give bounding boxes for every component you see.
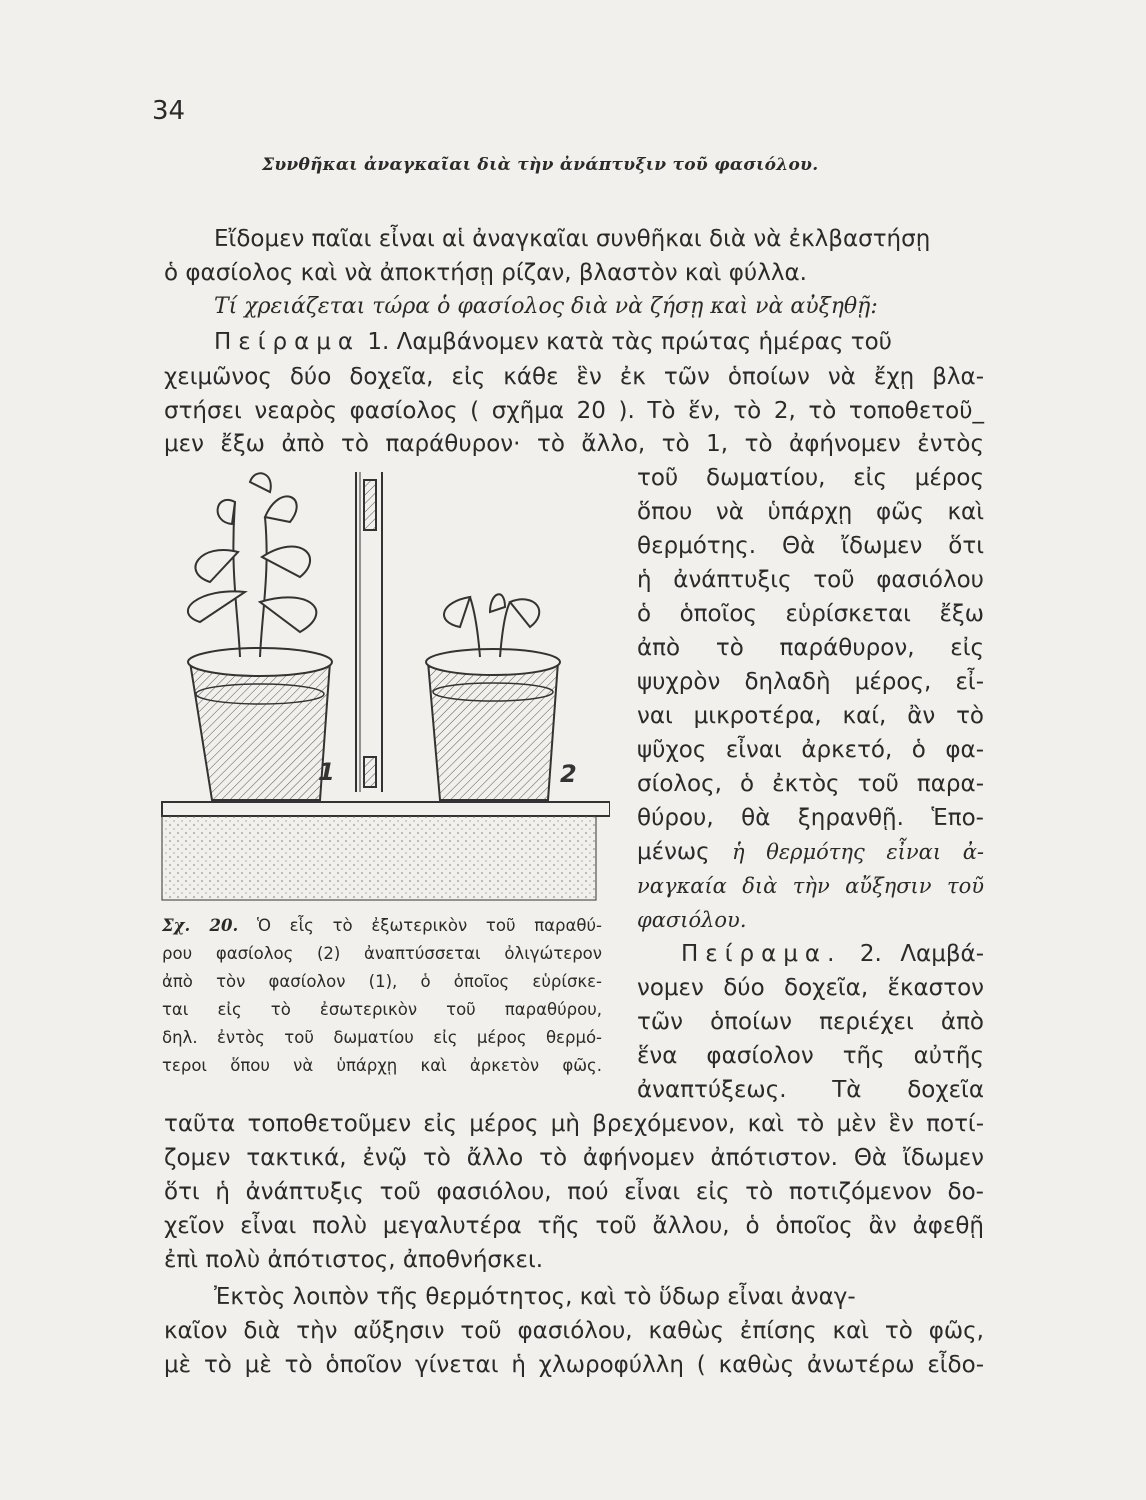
emphasis-line: φασιόλου. <box>637 908 747 932</box>
text-line: καῖον διὰ τὴν αὔξησιν τοῦ φασιόλου, καθὼς ἐπίσης καὶ τὸ φῶς, <box>164 1318 984 1344</box>
text-line: ταῦτα τοποθετοῦμεν εἰς μέρος μὴ βρεχόμενον, καὶ τὸ μὲν ἓν ποτί- <box>164 1111 984 1137</box>
figure-caption-line: τεροι ὅπου νὰ ὑπάρχῃ καὶ ἀρκετὸν φῶς. <box>162 1056 602 1075</box>
emphasis-line <box>637 835 984 869</box>
text-line: μὲ τὸ μὲ τὸ ὁποῖον γίνεται ἡ χλωροφύλλη ( καθὼς ἀνωτέρω εἶδο- <box>164 1352 984 1378</box>
page-number: 34 <box>152 96 186 126</box>
right-column-line: τῶν ὁποίων περιέχει ἀπὸ <box>637 1009 984 1035</box>
figure-caption-line: δηλ. ἐντὸς τοῦ δωματίου εἰς μέρος θερμό- <box>162 1028 602 1047</box>
plant-pots-illustration <box>160 462 610 902</box>
right-column-line: ἀπὸ τὸ παράθυρον, εἰς <box>637 635 984 661</box>
figure-caption-text: Ὁ εἷς τὸ ἐξωτερικὸν τοῦ παραθύ- <box>256 916 602 935</box>
right-column-line: ἕνα φασίολον τῆς αὐτῆς <box>637 1043 984 1069</box>
text-line: ἐπὶ πολὺ ἀπότιστος, ἀποθνήσκει. <box>164 1247 544 1273</box>
text-line: χεῖον εἶναι πολὺ μεγαλυτέρα τῆς τοῦ ἄλλου, ὁ ὁποῖος ἂν ἀφεθῇ <box>164 1213 984 1239</box>
window-frame <box>356 472 382 792</box>
experiment1-text: 1. Λαμβάνομεν κατὰ τὰς πρώτας ἡμέρας τοῦ <box>367 329 892 355</box>
plant-2 <box>444 594 539 657</box>
experiment2-text: 2. Λαμβά- <box>859 941 984 967</box>
text-line: ὁ φασίολος καὶ νὰ ἀποκτήσῃ ρίζαν, βλαστὸν καὶ φύλλα. <box>164 260 807 286</box>
wall <box>162 816 596 900</box>
right-column-line: ὅπου νὰ ὑπάρχῃ φῶς καὶ <box>637 499 984 525</box>
figure-caption-line: ται εἰς τὸ ἐσωτερικὸν τοῦ παραθύρου, <box>162 1000 602 1019</box>
pot-2 <box>426 649 560 800</box>
experiment2-line <box>681 937 984 971</box>
right-column-line: ψῦχος εἶναι ἀρκετό, ὁ φα- <box>637 737 984 763</box>
text-line: στήσει νεαρὸς φασίολος ( σχῆμα 20 ). Τὸ ἕν, τὸ 2, τὸ τοποθετοῦ_ <box>164 398 984 424</box>
text-line: Εἴδομεν παῖαι εἶναι αἱ ἀναγκαῖαι συνθῆκαι διὰ νὰ ἐκλβαστήσῃ <box>214 226 931 252</box>
plant-1 <box>188 473 316 657</box>
text-line: Ἐκτὸς λοιπὸν τῆς θερμότητος, καὶ τὸ ὕδωρ εἶναι ἀναγ- <box>214 1284 856 1310</box>
text-line: ὅτι ἡ ἀνάπτυξις τοῦ φασιόλου, πού εἶναι εἰς τὸ ποτιζόμενον δο- <box>164 1179 984 1205</box>
text-line: μεν ἔξω ἀπὸ τὸ παράθυρον· τὸ ἄλλο, τὸ 1, τὸ ἀφήνομεν ἐντὸς <box>164 431 984 457</box>
running-header: Συνθῆκαι ἀναγκαῖαι διὰ τὴν ἀνάπτυξιν τοῦ φασιόλου. <box>262 155 819 175</box>
right-column-line: σίολος, ὁ ἐκτὸς τοῦ παρα- <box>637 771 984 797</box>
text-line: χειμῶνος δύο δοχεῖα, εἰς κάθε ἓν ἐκ τῶν ὁποίων νὰ ἔχῃ βλα- <box>164 364 984 390</box>
emphasis-plain: μένως <box>637 839 710 865</box>
right-column-line: τοῦ δωματίου, εἰς μέρος <box>637 465 984 491</box>
question-line: Τί χρειάζεται τώρα ὁ φασίολος διὰ νὰ ζήσῃ καὶ νὰ αὐξηθῇ: <box>214 294 878 319</box>
right-column-line: ναι μικροτέρα, καί, ἂν τὸ <box>637 703 984 729</box>
figure-label-1: 1 <box>318 758 335 786</box>
right-column-line: θερμότης. Θὰ ἴδωμεν ὅτι <box>637 533 984 559</box>
experiment1-word: Πείραμα <box>214 329 361 355</box>
right-column-line: ψυχρὸν δηλαδὴ μέρος, εἶ- <box>637 669 984 695</box>
window-sill <box>162 802 610 816</box>
emphasis-line: ναγκαία διὰ τὴν αὔξησιν τοῦ <box>637 874 984 898</box>
figure-caption-line <box>162 912 602 940</box>
figure-caption-line: ρου φασίολος (2) ἀναπτύσσεται ὀλιγώτερον <box>162 944 602 963</box>
right-column-line: ἡ ἀνάπτυξις τοῦ φασιόλου <box>637 567 984 593</box>
figure-caption-line: ἀπὸ τὸν φασίολον (1), ὁ ὁποῖος εὑρίσκε- <box>162 972 602 991</box>
right-column-line: ἀναπτύξεως. Τὰ δοχεῖα <box>637 1077 984 1103</box>
text-line: ζομεν τακτικά, ἐνῷ τὸ ἄλλο τὸ ἀφήνομεν ἀπότιστον. Θὰ ἴδωμεν <box>164 1145 984 1171</box>
right-column-line: ὁ ὁποῖος εὑρίσκεται ἔξω <box>637 601 984 627</box>
right-column-line: νομεν δύο δοχεῖα, ἕκαστον <box>637 975 984 1001</box>
emphasis-italic: ἡ θερμότης εἶναι ἀ- <box>731 840 985 864</box>
experiment2-word: Πείραμα. <box>681 941 842 967</box>
figure-label-2: 2 <box>560 760 577 788</box>
pot-1 <box>188 648 332 800</box>
figure-caption-label: Σχ. 20. <box>162 916 239 935</box>
experiment1-line <box>214 325 984 359</box>
right-column-line: θύρου, θὰ ξηρανθῇ. Ἑπο- <box>637 805 984 831</box>
